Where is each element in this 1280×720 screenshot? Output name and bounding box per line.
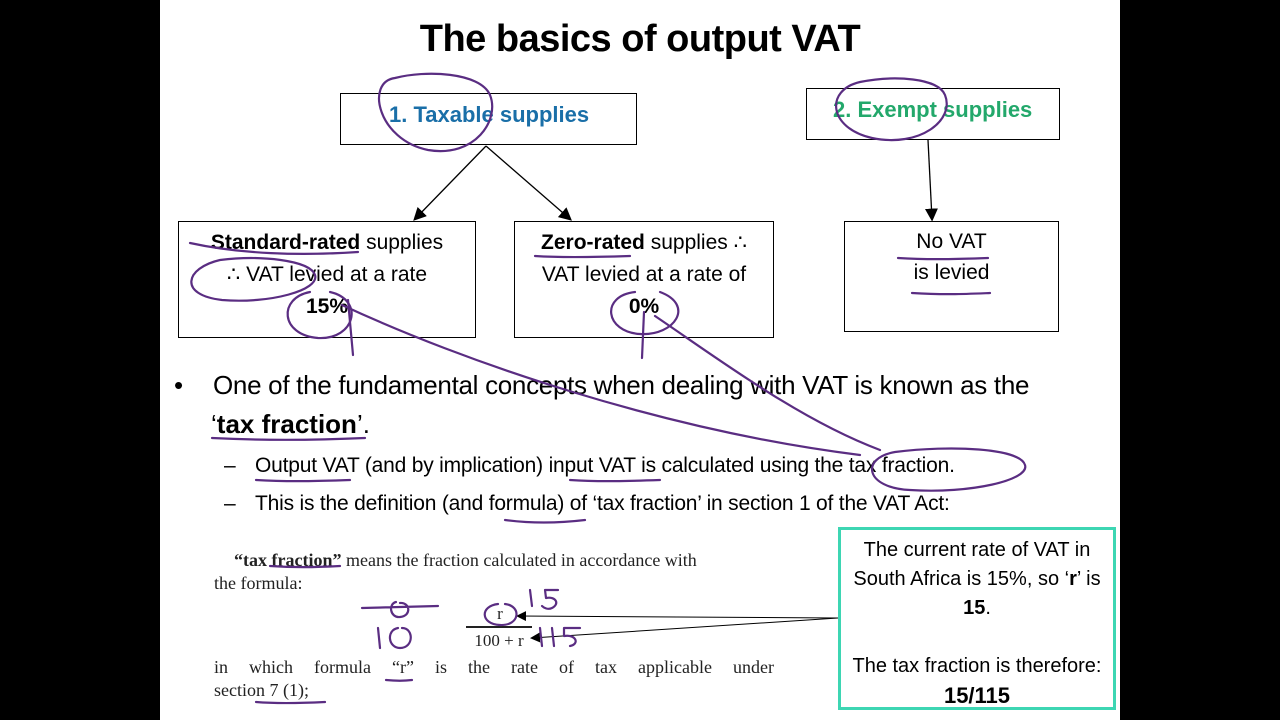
ink-numeral-15 xyxy=(530,590,558,609)
zero-rated-line2: VAT levied at a rate of xyxy=(541,263,747,286)
zero-rate-value: 0% xyxy=(628,295,660,318)
arrow-to-standard xyxy=(415,146,486,219)
no-vat-line1: No VAT xyxy=(916,230,987,253)
close-quote: ’. xyxy=(356,409,370,439)
callout-rate: 15 xyxy=(963,597,986,619)
callout-arrow-numerator xyxy=(518,616,838,618)
ink-numeral-115 xyxy=(540,628,580,646)
fraction-denominator: 100 + r xyxy=(474,631,524,650)
zero-rated-box xyxy=(514,221,774,338)
ink-underline-section xyxy=(256,702,325,703)
bullet-line1: One of the fundamental concepts when dealing with VAT is known as the xyxy=(213,370,1030,400)
bullet-symbol: • xyxy=(174,370,184,400)
callout-line2-a: South Africa is 15%, so ‘ xyxy=(853,568,1070,590)
callout-fraction: 15/115 xyxy=(943,683,1011,708)
zero-rated-bold: Zero-rated xyxy=(541,231,645,254)
ink-underline-formula xyxy=(505,520,585,523)
callout-line2 xyxy=(841,565,1113,594)
taxable-supplies-label: 1. Taxable supplies xyxy=(389,102,590,127)
tax-fraction-term: tax fraction xyxy=(216,409,357,439)
arrow-to-no-vat xyxy=(928,140,932,219)
standard-rate-value: 15% xyxy=(305,295,349,318)
exempt-supplies-box xyxy=(806,88,1060,140)
legal-line3: in which formula “r” is the rate of tax applicable under xyxy=(214,657,774,677)
legal-line1-rest: means the fraction calculated in accordance with xyxy=(341,550,697,570)
zero-rated-text xyxy=(515,222,773,323)
legal-line1 xyxy=(234,550,697,571)
legal-term: “tax fraction” xyxy=(234,550,342,570)
no-vat-text xyxy=(845,222,1058,288)
standard-rated-box xyxy=(178,221,476,338)
legal-line2: the formula: xyxy=(214,573,303,593)
no-vat-line2: is levied xyxy=(913,261,990,284)
callout-line1: The current rate of VAT in xyxy=(863,539,1091,561)
standard-rated-line2: ∴ VAT levied at a rate xyxy=(226,263,428,286)
bullet-line2 xyxy=(211,409,370,440)
arrow-to-zero xyxy=(486,146,570,219)
callout-arrow-denominator xyxy=(532,618,838,638)
ink-numeral-10-top xyxy=(362,602,438,617)
callout-line2-b: ’ is xyxy=(1076,568,1101,590)
standard-rated-bold: Standard-rated xyxy=(210,231,361,254)
slide xyxy=(160,0,1120,720)
vat-rate-callout xyxy=(838,527,1116,710)
ink-numeral-10-bottom xyxy=(378,628,411,648)
subbullet-1-text: Output VAT (and by implication) input VAT is calculated using the tax fraction. xyxy=(255,454,955,477)
fraction-numerator: r xyxy=(497,604,503,623)
ink-underline-output-vat xyxy=(256,480,350,481)
standard-rated-rest: supplies xyxy=(360,231,444,254)
standard-rated-text xyxy=(179,222,475,323)
callout-r: r xyxy=(1069,568,1077,590)
subbullet-2-dash: – xyxy=(224,492,236,515)
callout-line3 xyxy=(841,594,1113,623)
subbullet-1-dash: – xyxy=(224,454,236,477)
zero-rated-rest: supplies ∴ xyxy=(644,231,747,254)
slide-title: The basics of output VAT xyxy=(419,18,861,60)
ink-underline-input-vat xyxy=(570,480,660,481)
legal-line4: section 7 (1); xyxy=(214,680,309,700)
callout-spacer xyxy=(841,623,1113,652)
subbullet-2-text: This is the definition (and formula) of ‘tax fraction’ in section 1 of the VAT Act: xyxy=(255,492,950,515)
callout-line4: The tax fraction is therefore: xyxy=(852,655,1102,677)
fraction-bar xyxy=(466,626,532,628)
no-vat-box xyxy=(844,221,1059,332)
callout-dot: . xyxy=(985,597,991,619)
taxable-supplies-box xyxy=(340,93,637,145)
ink-underline-r xyxy=(386,680,412,681)
open-quote: ‘ xyxy=(211,409,217,439)
exempt-supplies-label: 2. Exempt supplies xyxy=(833,97,1033,122)
